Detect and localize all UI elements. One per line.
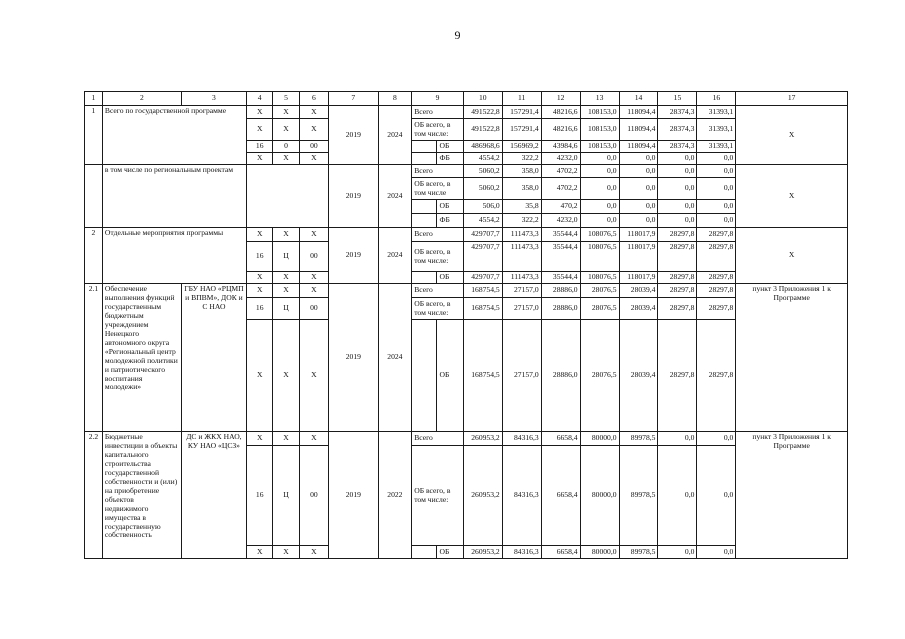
indent-cell — [412, 320, 437, 432]
table-cell: 156969,2 — [502, 141, 541, 153]
source-label: ОБ — [437, 320, 463, 432]
table-cell: 28297,8 — [697, 320, 736, 432]
table-cell: 118017,9 — [619, 242, 658, 272]
table-cell: 28374,3 — [658, 141, 697, 153]
table-cell: Х — [273, 272, 299, 284]
table-cell: 168754,5 — [463, 284, 502, 298]
source-label: ОБ — [437, 272, 463, 284]
program-name: в том числе по региональным проектам — [102, 165, 246, 228]
header-cell: 1 — [85, 92, 103, 106]
table-cell: 111473,3 — [502, 242, 541, 272]
table-cell: 6658,4 — [541, 432, 580, 446]
table-cell: Х — [299, 284, 328, 298]
table-cell: 0,0 — [658, 446, 697, 546]
table-cell: Ц — [273, 446, 299, 546]
header-cell: 16 — [697, 92, 736, 106]
table-cell: Х — [299, 119, 328, 141]
indent-cell — [412, 141, 437, 153]
table-cell: 28076,5 — [580, 320, 619, 432]
table-cell: 260953,2 — [463, 446, 502, 546]
source-label: ФБ — [437, 214, 463, 228]
header-cell: 3 — [181, 92, 246, 106]
table-cell: 486968,6 — [463, 141, 502, 153]
table-cell: 108076,5 — [580, 228, 619, 242]
source-label: Всего — [412, 106, 464, 119]
table-cell: 491522,8 — [463, 106, 502, 119]
year-start: 2019 — [329, 106, 378, 165]
table-cell: 16 — [247, 141, 273, 153]
table-cell: 0,0 — [619, 165, 658, 178]
table-cell: 0,0 — [658, 153, 697, 165]
year-end: 2024 — [378, 165, 412, 228]
table-cell: 28039,4 — [619, 298, 658, 320]
table-cell: Х — [247, 228, 273, 242]
table-cell: 16 — [247, 298, 273, 320]
table-cell: Х — [299, 432, 328, 446]
table-cell: Х — [273, 106, 299, 119]
table-cell: Х — [247, 546, 273, 559]
table-cell: 0,0 — [658, 178, 697, 200]
table-cell: 108076,5 — [580, 242, 619, 272]
table-cell: 0,0 — [697, 178, 736, 200]
table-cell: 35544,4 — [541, 242, 580, 272]
source-label: Всего — [412, 284, 464, 298]
table-cell: 89978,5 — [619, 546, 658, 559]
table-cell: 5060,2 — [463, 178, 502, 200]
header-cell: 11 — [502, 92, 541, 106]
table-cell: 6658,4 — [541, 446, 580, 546]
table-cell: 80000,0 — [580, 546, 619, 559]
table-cell: 80000,0 — [580, 446, 619, 546]
table-cell: Х — [299, 153, 328, 165]
program-name: Бюджетные инвестиции в объекты капитального строительства государственной собственности и (или) на приобретение объектов недвижимого имущества в государственную собственность — [102, 432, 181, 559]
table-cell: Х — [273, 320, 299, 432]
table-cell: 108153,0 — [580, 119, 619, 141]
header-cell: 4 — [247, 92, 273, 106]
table-cell: 0,0 — [580, 178, 619, 200]
table-cell: 358,0 — [502, 165, 541, 178]
table-cell: 89978,5 — [619, 446, 658, 546]
executor: ДС и ЖКХ НАО, КУ НАО «ЦСЗ» — [181, 432, 246, 559]
table-cell: 108076,5 — [580, 272, 619, 284]
table-cell: 4232,0 — [541, 153, 580, 165]
table-cell: Х — [273, 546, 299, 559]
executor: ГБУ НАО «РЦМП и ВПВМ», ДОК и С НАО — [181, 284, 246, 432]
table-cell: Х — [299, 228, 328, 242]
table-cell: 0,0 — [697, 165, 736, 178]
table-cell: 48216,6 — [541, 119, 580, 141]
source-label: ОБ — [437, 546, 463, 559]
table-cell: 506,0 — [463, 200, 502, 214]
source-label: Всего — [412, 432, 464, 446]
table-cell: Х — [299, 320, 328, 432]
table-cell: 168754,5 — [463, 320, 502, 432]
source-label: ОБ всего, в том числе: — [412, 242, 464, 272]
table-cell: 28297,8 — [658, 228, 697, 242]
table-cell: Х — [299, 272, 328, 284]
table-cell: 0,0 — [580, 214, 619, 228]
table-cell: 27157,0 — [502, 284, 541, 298]
table-cell: Х — [247, 119, 273, 141]
table-cell: 4554,2 — [463, 153, 502, 165]
table-cell: 157291,4 — [502, 106, 541, 119]
row-number: 2.1 — [85, 284, 103, 432]
table-cell: 0,0 — [697, 153, 736, 165]
row-number: 1 — [85, 106, 103, 165]
table-cell: 118017,9 — [619, 228, 658, 242]
table-cell: 0,0 — [619, 153, 658, 165]
table-cell: Х — [273, 432, 299, 446]
table-cell: 118094,4 — [619, 119, 658, 141]
table-cell: 4702,2 — [541, 165, 580, 178]
header-cell: 7 — [329, 92, 378, 106]
table-cell: Х — [299, 546, 328, 559]
table-cell: 0,0 — [580, 153, 619, 165]
table-cell: 358,0 — [502, 178, 541, 200]
table-cell: 0,0 — [619, 214, 658, 228]
table-cell: 0 — [273, 141, 299, 153]
table-cell: 118094,4 — [619, 106, 658, 119]
table-cell: 322,2 — [502, 214, 541, 228]
note-cell: Х — [736, 106, 848, 165]
year-end: 2024 — [378, 106, 412, 165]
table-cell: 28297,8 — [658, 242, 697, 272]
indent-cell — [412, 272, 437, 284]
table-cell: 00 — [299, 446, 328, 546]
table-cell: Х — [247, 106, 273, 119]
table-row — [85, 432, 848, 446]
table-cell: 0,0 — [658, 165, 697, 178]
table-cell: 108153,0 — [580, 141, 619, 153]
table-cell: 35,8 — [502, 200, 541, 214]
indent-cell — [412, 214, 437, 228]
table-cell: Х — [273, 153, 299, 165]
table-cell: Х — [273, 284, 299, 298]
source-label: ФБ — [437, 153, 463, 165]
table-cell: 118017,9 — [619, 272, 658, 284]
source-label: ОБ всего, в том числе: — [412, 298, 464, 320]
table-cell: Х — [247, 272, 273, 284]
table-cell: 31393,1 — [697, 106, 736, 119]
note-cell: пункт 3 Приложения 1 к Программе — [736, 284, 848, 432]
table-cell: Ц — [273, 298, 299, 320]
table-cell: 0,0 — [658, 546, 697, 559]
table-cell: 28297,8 — [658, 320, 697, 432]
table-cell: Х — [247, 153, 273, 165]
year-start: 2019 — [329, 432, 378, 559]
table-cell: 0,0 — [697, 446, 736, 546]
header-cell: 9 — [412, 92, 464, 106]
table-cell: 0,0 — [580, 200, 619, 214]
table-cell: 00 — [299, 242, 328, 272]
table-cell: 28886,0 — [541, 298, 580, 320]
indent-cell — [412, 200, 437, 214]
program-name: Отдельные мероприятия программы — [102, 228, 246, 284]
table-cell: 28297,8 — [658, 284, 697, 298]
indent-cell — [412, 546, 437, 559]
note-cell: Х — [736, 228, 848, 284]
source-label: Всего — [412, 165, 464, 178]
table-cell: 84316,3 — [502, 546, 541, 559]
table-cell: 0,0 — [697, 200, 736, 214]
table-cell: 28297,8 — [697, 284, 736, 298]
budget-table — [84, 91, 848, 559]
table-cell: 118094,4 — [619, 141, 658, 153]
table-cell: 28039,4 — [619, 320, 658, 432]
table-cell: 28297,8 — [697, 228, 736, 242]
table-row — [85, 228, 848, 242]
year-end: 2024 — [378, 284, 412, 432]
year-end: 2024 — [378, 228, 412, 284]
header-cell: 14 — [619, 92, 658, 106]
header-cell: 8 — [378, 92, 412, 106]
table-cell: 111473,3 — [502, 272, 541, 284]
table-row — [85, 106, 848, 119]
table-cell: 157291,4 — [502, 119, 541, 141]
table-row — [85, 165, 848, 178]
table-cell: 28297,8 — [697, 272, 736, 284]
header-cell: 13 — [580, 92, 619, 106]
table-cell: Ц — [273, 242, 299, 272]
table-cell: Х — [273, 119, 299, 141]
table-cell: 111473,3 — [502, 228, 541, 242]
table-cell: 5060,2 — [463, 165, 502, 178]
empty-codes — [247, 165, 329, 228]
source-label: ОБ всего, в том числе: — [412, 119, 464, 141]
source-label: ОБ всего, в том числе: — [412, 446, 464, 546]
table-cell: Х — [247, 320, 273, 432]
table-cell: 28297,8 — [697, 242, 736, 272]
table-cell: 4232,0 — [541, 214, 580, 228]
table-cell: 4702,2 — [541, 178, 580, 200]
table-row — [85, 284, 848, 298]
table-cell: 4554,2 — [463, 214, 502, 228]
program-name: Всего по государственной программе — [102, 106, 246, 165]
table-cell: Х — [247, 432, 273, 446]
page-number: 9 — [454, 28, 461, 42]
table-cell: 0,0 — [697, 546, 736, 559]
table-cell: Х — [299, 106, 328, 119]
table-cell: 28297,8 — [658, 298, 697, 320]
header-cell: 12 — [541, 92, 580, 106]
header-cell: 17 — [736, 92, 848, 106]
table-cell: 28297,8 — [658, 272, 697, 284]
table-cell: 0,0 — [658, 432, 697, 446]
table-cell: 35544,4 — [541, 272, 580, 284]
row-number: 2.2 — [85, 432, 103, 559]
table-cell: Х — [273, 228, 299, 242]
table-cell: 491522,8 — [463, 119, 502, 141]
header-cell: 10 — [463, 92, 502, 106]
table-cell: 0,0 — [619, 200, 658, 214]
table-cell: 322,2 — [502, 153, 541, 165]
indent-cell — [412, 153, 437, 165]
header-cell: 2 — [102, 92, 181, 106]
table-cell: 0,0 — [619, 178, 658, 200]
table-cell: 6658,4 — [541, 546, 580, 559]
table-cell: 16 — [247, 446, 273, 546]
header-cell: 15 — [658, 92, 697, 106]
table-cell: 28886,0 — [541, 284, 580, 298]
table-cell: 108153,0 — [580, 106, 619, 119]
table-cell: 28297,8 — [697, 298, 736, 320]
header-cell: 5 — [273, 92, 299, 106]
empty-cell — [85, 165, 103, 228]
table-cell: Х — [247, 284, 273, 298]
table-cell: 28076,5 — [580, 284, 619, 298]
row-number: 2 — [85, 228, 103, 284]
table-cell: 0,0 — [580, 165, 619, 178]
table-cell: 80000,0 — [580, 432, 619, 446]
table-cell: 260953,2 — [463, 546, 502, 559]
table-cell: 470,2 — [541, 200, 580, 214]
table-cell: 84316,3 — [502, 432, 541, 446]
table-cell: 27157,0 — [502, 298, 541, 320]
year-start: 2019 — [329, 228, 378, 284]
note-cell: пункт 3 Приложения 1 к Программе — [736, 432, 848, 559]
year-start: 2019 — [329, 165, 378, 228]
table-cell: 31393,1 — [697, 141, 736, 153]
table-cell: 260953,2 — [463, 432, 502, 446]
year-start: 2019 — [329, 284, 378, 432]
source-label: ОБ всего, в том числе — [412, 178, 464, 200]
header-cell: 6 — [299, 92, 328, 106]
year-end: 2022 — [378, 432, 412, 559]
table-cell: 35544,4 — [541, 228, 580, 242]
table-cell: 16 — [247, 242, 273, 272]
table-cell: 28076,5 — [580, 298, 619, 320]
table-cell: 429707,7 — [463, 272, 502, 284]
table-cell: 0,0 — [658, 200, 697, 214]
table-cell: 28374,3 — [658, 119, 697, 141]
table-cell: 43984,6 — [541, 141, 580, 153]
table-cell: 0,0 — [658, 214, 697, 228]
table-cell: 28374,3 — [658, 106, 697, 119]
table-cell: 00 — [299, 298, 328, 320]
table-cell: 28039,4 — [619, 284, 658, 298]
source-label: ОБ — [437, 141, 463, 153]
table-cell: 429707,7 — [463, 242, 502, 272]
note-cell: Х — [736, 165, 848, 228]
table-cell: 89978,5 — [619, 432, 658, 446]
source-label: Всего — [412, 228, 464, 242]
table-cell: 84316,3 — [502, 446, 541, 546]
table-cell: 27157,0 — [502, 320, 541, 432]
table-cell: 429707,7 — [463, 228, 502, 242]
table-cell: 31393,1 — [697, 119, 736, 141]
table-cell: 28886,0 — [541, 320, 580, 432]
table-cell: 0,0 — [697, 432, 736, 446]
table-cell: 0,0 — [697, 214, 736, 228]
program-name: Обеспечение выполнения функций государственным бюджетным учреждением Ненецкого автономного округа «Региональный центр молодежной политики и патриотического воспитания молодежи» — [102, 284, 181, 432]
table-header-row — [85, 92, 848, 106]
source-label: ОБ — [437, 200, 463, 214]
table-cell: 168754,5 — [463, 298, 502, 320]
table-cell: 48216,6 — [541, 106, 580, 119]
table-cell: 00 — [299, 141, 328, 153]
